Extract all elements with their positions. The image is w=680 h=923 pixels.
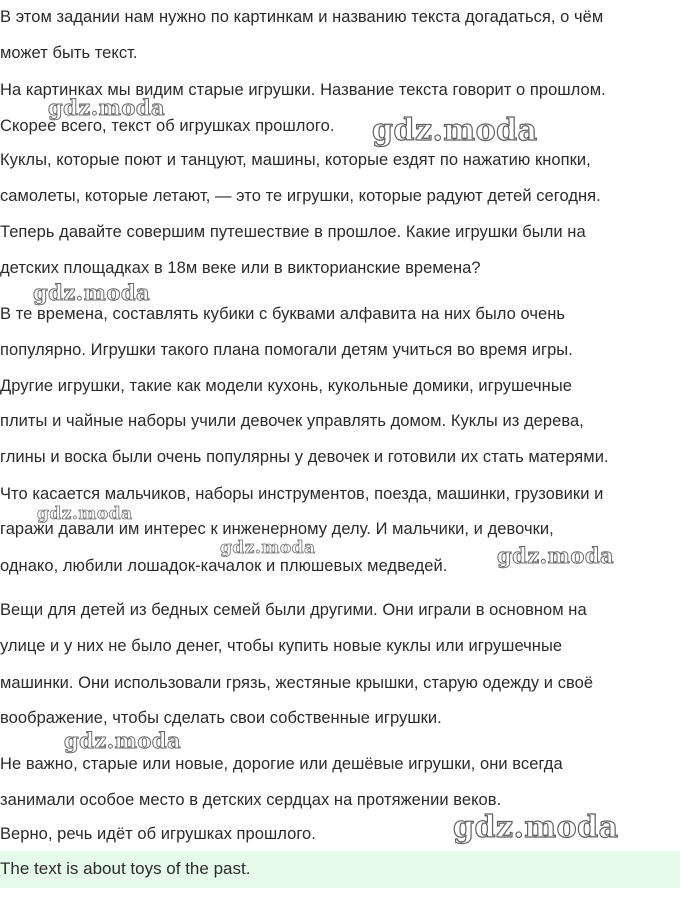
text-line: Вещи для детей из бедных семей были другими. Они играли в основном на <box>0 601 587 619</box>
text-line: В этом задании нам нужно по картинкам и названию текста догадаться, о чём <box>0 8 604 26</box>
answer-text: The text is about toys of the past. <box>0 859 251 878</box>
text-line: воображение, чтобы сделать свои собственные игрушки. <box>0 709 442 727</box>
watermark: gdz.moda <box>372 113 538 148</box>
text-line: Не важно, старые или новые, дорогие или дешёвые игрушки, они всегда <box>0 755 563 773</box>
text-line: однако, любили лошадок-качалок и плюшевых медведей. <box>0 557 448 575</box>
text-line: плиты и чайные наборы учили девочек управлять домом. Куклы из дерева, <box>0 412 584 430</box>
text-line: В те времена, составлять кубики с буквами алфавита на них было очень <box>0 305 566 323</box>
text-line: Теперь давайте совершим путешествие в прошлое. Какие игрушки были на <box>0 223 586 241</box>
watermark: gdz.moda <box>37 504 133 524</box>
text-line: популярно. Игрушки такого плана помогали детям учиться во время игры. <box>0 341 573 359</box>
watermark: gdz.moda <box>220 538 316 558</box>
text-line: улице и у них не было денег, чтобы купить новые куклы или игрушечные <box>0 637 563 655</box>
text-line: занимали особое место в детских сердцах на протяжении веков. <box>0 791 502 809</box>
text-line: глины и воска были очень популярны у девочек и готовили их стать матерями. <box>0 448 609 466</box>
watermark: gdz.moda <box>48 95 166 120</box>
text-line: детских площадках в 18м веке или в викторианские времена? <box>0 259 481 277</box>
text-line: Скорее всего, текст об игрушках прошлого. <box>0 117 335 135</box>
watermark: gdz.moda <box>497 543 615 568</box>
watermark: gdz.moda <box>453 810 619 845</box>
watermark: gdz.moda <box>64 728 182 753</box>
text-line: машинки. Они использовали грязь, жестяные крышки, старую одежду и своё <box>0 674 594 692</box>
text-line: самолеты, которые летают, — это те игрушки, которые радуют детей сегодня. <box>0 187 601 205</box>
text-line: На картинках мы видим старые игрушки. Название текста говорит о прошлом. <box>0 81 606 99</box>
watermark: gdz.moda <box>33 280 151 305</box>
text-line: гаражи давали им интерес к инженерному делу. И мальчики, и девочки, <box>0 520 554 538</box>
text-line: Другие игрушки, такие как модели кухонь, кукольные домики, игрушечные <box>0 377 572 395</box>
text-line: может быть текст. <box>0 44 138 62</box>
text-line: Что касается мальчиков, наборы инструментов, поезда, машинки, грузовики и <box>0 485 604 503</box>
text-line: Верно, речь идёт об игрушках прошлого. <box>0 825 316 843</box>
text-line: Куклы, которые поют и танцуют, машины, которые ездят по нажатию кнопки, <box>0 151 591 169</box>
